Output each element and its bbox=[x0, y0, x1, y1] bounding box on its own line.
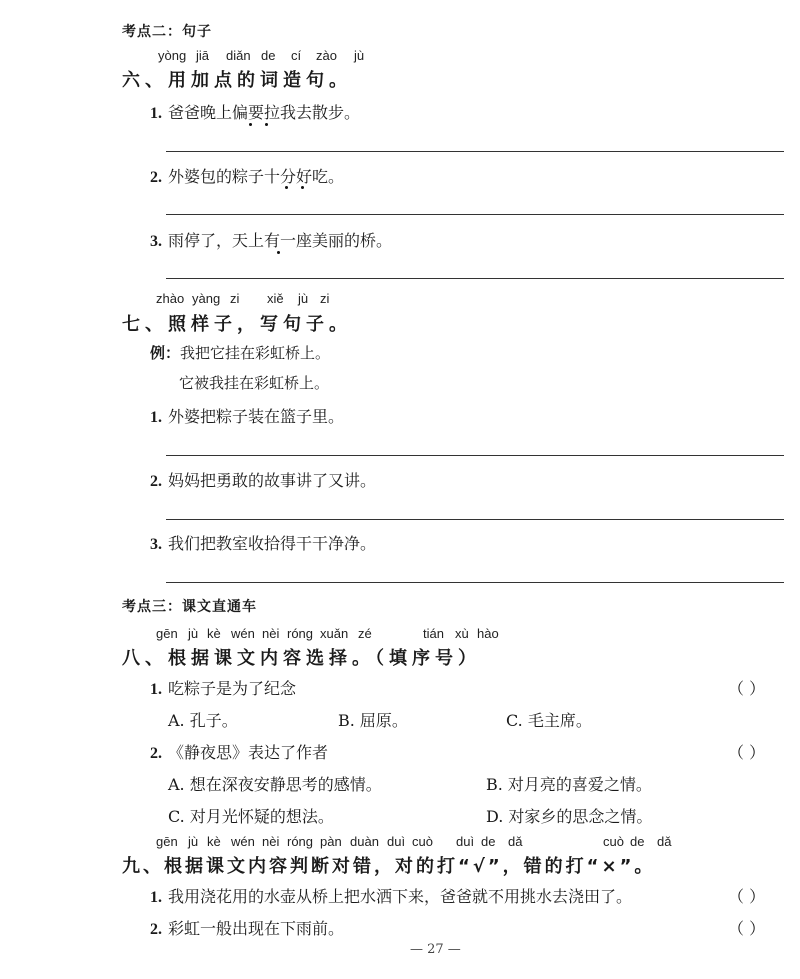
pinyin: zi bbox=[320, 291, 330, 306]
emphasis-dot bbox=[265, 123, 268, 126]
answer-line[interactable] bbox=[166, 455, 784, 456]
pinyin: jù bbox=[298, 291, 309, 306]
q7-item-2: 2. 妈妈把勇敢的故事讲了又讲。 bbox=[150, 471, 377, 490]
pinyin: xiě bbox=[267, 291, 284, 306]
pinyin: pàn bbox=[320, 834, 342, 849]
q6-item-3: 3. 雨停了，天上有一座美丽的桥。 bbox=[150, 231, 393, 250]
answer-line[interactable] bbox=[166, 151, 784, 152]
pinyin: yàng bbox=[192, 291, 221, 306]
q7-example-1: 例：我把它挂在彩虹桥上。 bbox=[150, 344, 331, 362]
pinyin: wén bbox=[231, 834, 255, 849]
pinyin: de bbox=[261, 48, 276, 63]
answer-parentheses[interactable]: （ ） bbox=[728, 919, 766, 938]
pinyin: duì bbox=[456, 834, 475, 849]
pinyin: cí bbox=[291, 48, 302, 63]
section-label: 考点二：句子 bbox=[122, 24, 212, 40]
emphasis-dot bbox=[301, 186, 304, 189]
pinyin: kè bbox=[207, 626, 221, 641]
emphasis-dot bbox=[249, 123, 252, 126]
pinyin: jù bbox=[188, 834, 199, 849]
pinyin: gēn bbox=[156, 626, 178, 641]
option: A. 想在深夜安静思考的感情。 bbox=[168, 775, 382, 794]
emphasis-dot bbox=[277, 251, 280, 254]
pinyin: de bbox=[630, 834, 645, 849]
pinyin: zào bbox=[316, 48, 337, 63]
answer-line[interactable] bbox=[166, 278, 784, 279]
pinyin: jiā bbox=[196, 48, 210, 63]
q8-item-1: 1. 吃粽子是为了纪念 bbox=[150, 679, 297, 698]
pinyin: kè bbox=[207, 834, 221, 849]
pinyin: tián bbox=[423, 626, 444, 641]
pinyin: duì bbox=[387, 834, 406, 849]
pinyin: cuò bbox=[603, 834, 624, 849]
answer-line[interactable] bbox=[166, 582, 784, 583]
pinyin: gēn bbox=[156, 834, 178, 849]
answer-parentheses[interactable]: （ ） bbox=[728, 743, 766, 762]
q7-example-2: 它被我挂在彩虹桥上。 bbox=[179, 374, 330, 392]
q6-item-2: 2. 外婆包的粽子十分好吃。 bbox=[150, 167, 345, 186]
q7-item-3: 3. 我们把教室收拾得干干净净。 bbox=[150, 534, 377, 553]
answer-line[interactable] bbox=[166, 214, 784, 215]
answer-parentheses[interactable]: （ ） bbox=[728, 887, 766, 906]
option: B. 对月亮的喜爱之情。 bbox=[486, 775, 652, 794]
q8-item-2: 2. 《静夜思》表达了作者 bbox=[150, 743, 329, 762]
option: D. 对家乡的思念之情。 bbox=[486, 807, 653, 826]
pinyin: yòng bbox=[158, 48, 187, 63]
option: A. 孔子。 bbox=[168, 711, 238, 730]
pinyin: zé bbox=[358, 626, 372, 641]
option: C. 毛主席。 bbox=[506, 711, 592, 730]
section-label: 考点三：课文直通车 bbox=[122, 599, 257, 615]
q9-title: 九、根据课文内容判断对错，对的打“√”，错的打“×”。 bbox=[122, 856, 656, 877]
pinyin: xù bbox=[455, 626, 469, 641]
pinyin: duàn bbox=[350, 834, 379, 849]
pinyin: xuǎn bbox=[320, 626, 349, 641]
pinyin: zi bbox=[230, 291, 240, 306]
q9-item-2: 2. 彩虹一般出现在下雨前。 bbox=[150, 919, 345, 938]
emphasis-dot bbox=[285, 186, 288, 189]
option: C. 对月光怀疑的想法。 bbox=[168, 807, 334, 826]
pinyin: wén bbox=[231, 626, 255, 641]
pinyin: diǎn bbox=[226, 48, 251, 63]
pinyin: zhào bbox=[156, 291, 185, 306]
q7-title: 七、照样子，写句子。 bbox=[122, 314, 352, 335]
pinyin: hào bbox=[477, 626, 499, 641]
pinyin: nèi bbox=[262, 834, 280, 849]
pinyin: cuò bbox=[412, 834, 433, 849]
q8-title: 八、根据课文内容选择。（填序号） bbox=[122, 648, 481, 669]
pinyin: jù bbox=[188, 626, 199, 641]
pinyin: de bbox=[481, 834, 496, 849]
pinyin: róng bbox=[287, 834, 314, 849]
q7-item-1: 1. 外婆把粽子装在篮子里。 bbox=[150, 407, 345, 426]
q6-item-1: 1. 爸爸晚上偏要拉我去散步。 bbox=[150, 103, 361, 122]
pinyin: róng bbox=[287, 626, 314, 641]
q9-item-1: 1. 我用浇花用的水壶从桥上把水洒下来，爸爸就不用挑水去浇田了。 bbox=[150, 887, 633, 906]
pinyin: dǎ bbox=[508, 834, 523, 849]
pinyin: jù bbox=[354, 48, 365, 63]
pinyin: dǎ bbox=[657, 834, 672, 849]
answer-line[interactable] bbox=[166, 519, 784, 520]
pinyin: nèi bbox=[262, 626, 280, 641]
option: B. 屈原。 bbox=[338, 711, 408, 730]
page-number: — 27 — bbox=[410, 942, 461, 957]
answer-parentheses[interactable]: （ ） bbox=[728, 679, 766, 698]
q6-title: 六、用加点的词造句。 bbox=[122, 70, 352, 91]
